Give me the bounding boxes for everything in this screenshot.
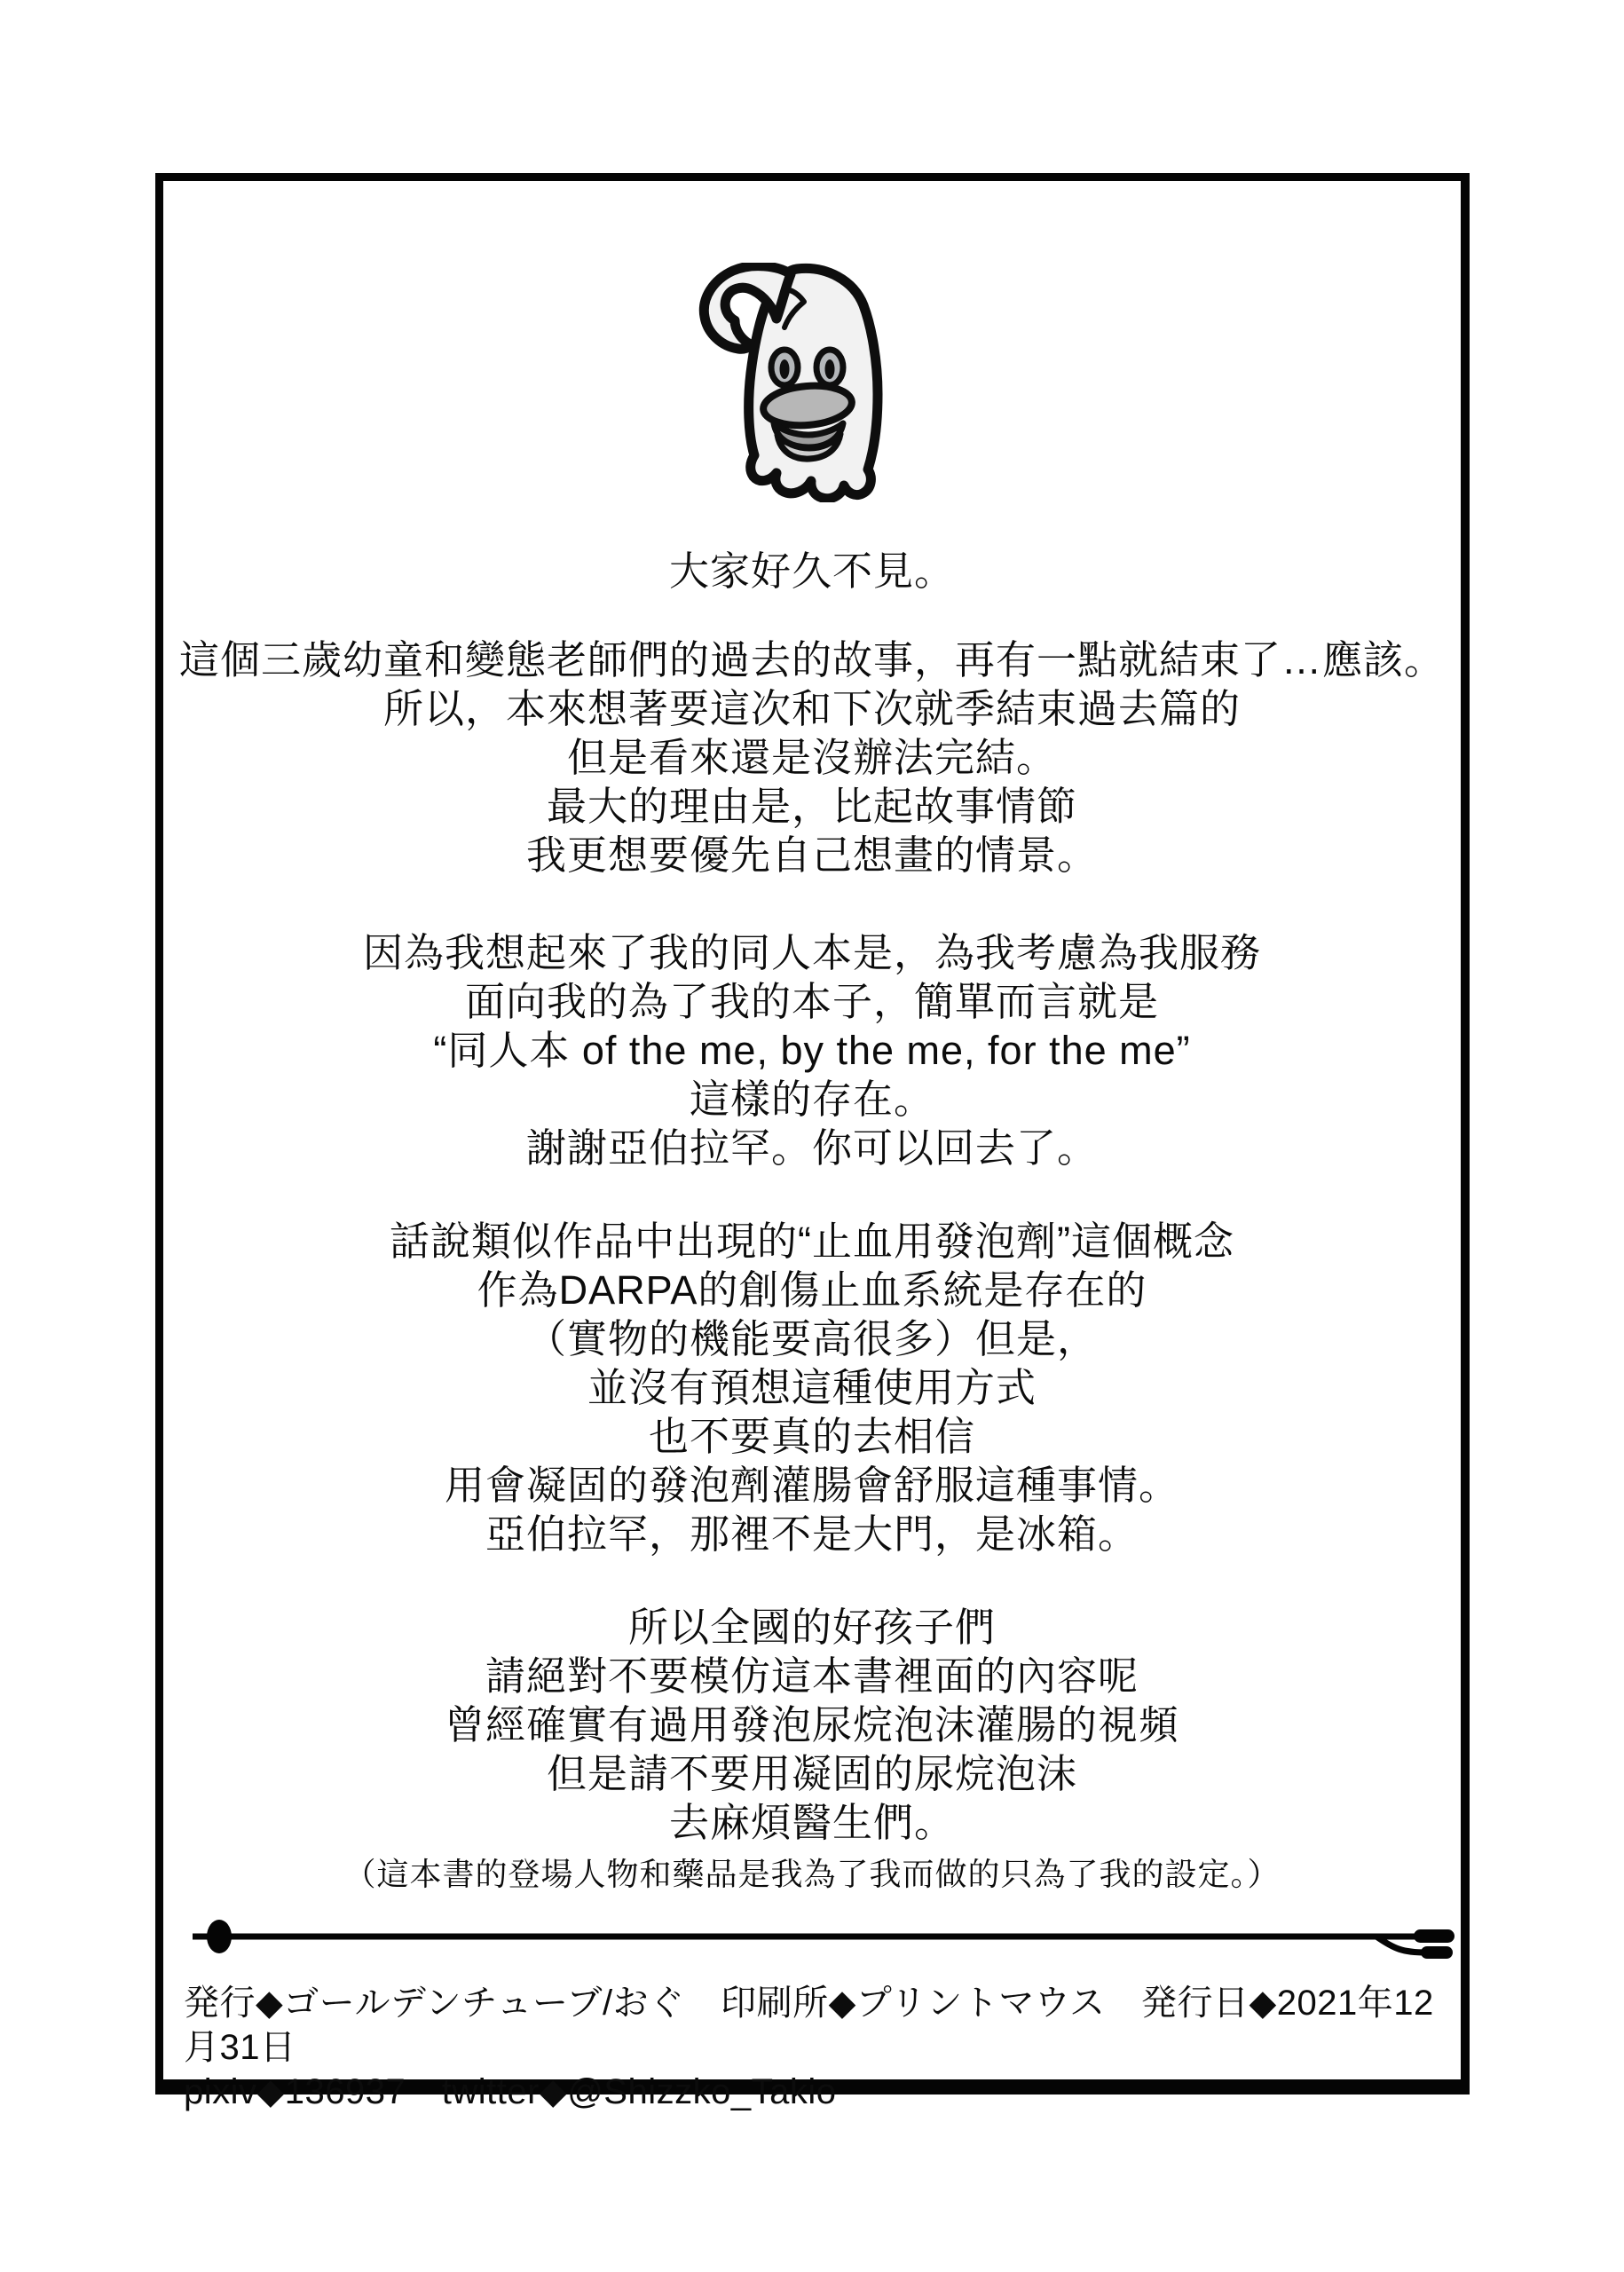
text-line: 亞伯拉罕，那裡不是大門，是冰箱。 [485, 1511, 1139, 1557]
text-line: 這樣的存在。 [689, 1077, 934, 1122]
text-line: 但是請不要用凝固的尿烷泡沫 [546, 1751, 1077, 1796]
colophon-publisher-line: 発行◆ゴールデンチューブ/おぐ 印刷所◆プリントマウス 発行日◆2021年12月31日 [184, 1984, 1434, 2067]
mascot-left-pupil [780, 359, 790, 379]
paragraph-doujin-motto [163, 928, 1461, 1172]
colophon-contact-line: pixiv◆136937 twitter◆@Shizzko_Takio [184, 2072, 837, 2111]
paragraph-warning [163, 1603, 1461, 1847]
disclaimer-note: （這本書的登場人物和藥品是我為了我而做的只為了我的設定。） [343, 1856, 1281, 1892]
text-line: 最大的理由是，比起故事情節 [546, 784, 1077, 829]
mascot-right-pupil [825, 359, 835, 379]
text-line: 所以，本來想著要這次和下次就季結束過去篇的 [382, 686, 1241, 731]
text-line: 面向我的為了我的本子，簡單而言就是 [464, 979, 1159, 1024]
text-line: 話說類似作品中出現的“止血用發泡劑”這個概念 [390, 1219, 1234, 1264]
divider-rule [191, 1917, 1460, 1961]
text-line: （實物的機能要高很多）但是， [525, 1316, 1098, 1361]
paragraph-intro [163, 635, 1461, 880]
divider-right-cap-bottom [1421, 1946, 1453, 1959]
paragraph-foam-trivia [163, 1217, 1461, 1558]
text-line: 用會凝固的發泡劑灌腸會舒服這種事情。 [444, 1463, 1179, 1508]
greeting-line: 大家好久不見。 [668, 548, 955, 594]
text-line: 但是看來還是沒辦法完結。 [566, 735, 1057, 780]
text-line: 所以全國的好孩子們 [627, 1605, 996, 1650]
ghost-mascot-illustration [691, 263, 904, 502]
divider-right-cap-top [1414, 1929, 1455, 1943]
text-line: 也不要真的去相信 [648, 1414, 975, 1459]
text-line: 並沒有預想這種使用方式 [587, 1365, 1037, 1410]
text-line: 謝謝亞伯拉罕。你可以回去了。 [525, 1125, 1098, 1171]
text-line: 曾經確實有過用發泡尿烷泡沫灌腸的視頻 [444, 1702, 1179, 1747]
text-line: 我更想要優先自己想畫的情景。 [525, 832, 1098, 878]
text-line: 作為DARPA的創傷止血系統是存在的 [477, 1267, 1147, 1313]
page-frame [155, 173, 1470, 2111]
text-line: 請絕對不要模仿這本書裡面的內容呢 [485, 1653, 1139, 1699]
text-line: “同人本 of the me, by the me, for the me” [433, 1028, 1191, 1073]
text-line: 去麻煩醫生們。 [668, 1800, 955, 1845]
text-line: 因為我想起來了我的同人本是，為我考慮為我服務 [362, 930, 1261, 975]
text-line: 這個三歲幼童和變態老師們的過去的故事，再有一點就結束了…應該。 [178, 637, 1445, 682]
colophon [184, 1981, 1461, 2114]
divider-left-bead [207, 1920, 232, 1953]
